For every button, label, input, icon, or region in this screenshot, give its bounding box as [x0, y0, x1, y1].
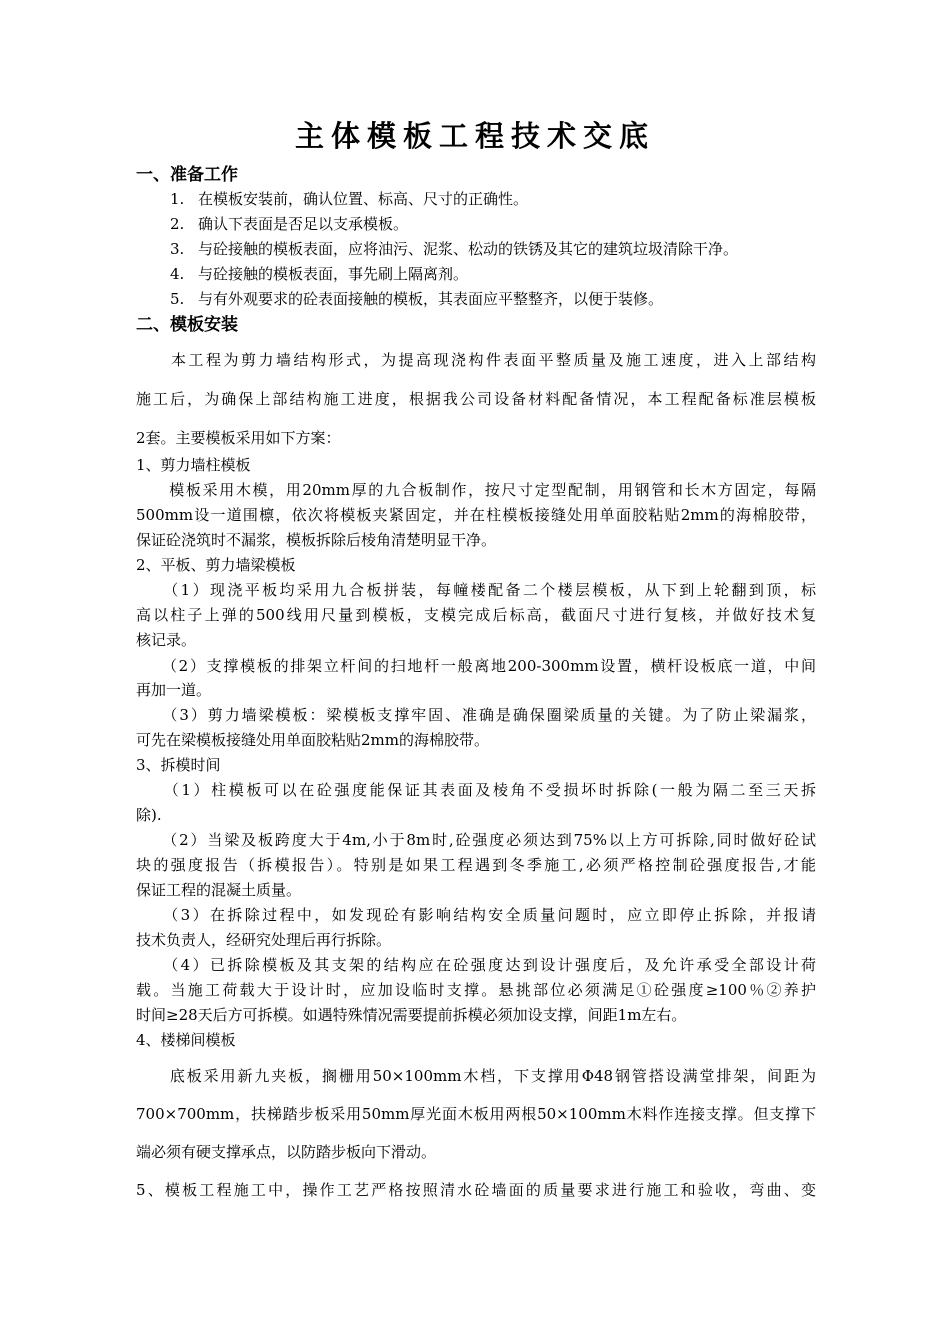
list-item-text: 确认下表面是否足以支承模板。 — [198, 215, 409, 233]
body-text-line: 载。当施工荷载大于设计时，应加设临时支撑。悬挑部位必须满足①砼强度≥100％②养护 — [136, 981, 816, 999]
page-title: 主体模板工程技术交底 — [294, 119, 655, 153]
list-item — [170, 264, 468, 284]
list-item-text: 与有外观要求的砼表面接触的模板，其表面应平整整齐，以便于装修。 — [198, 290, 664, 308]
list-item-number: 3. — [170, 240, 185, 258]
body-text-line: 保证工程的混凝土质量。 — [136, 881, 302, 899]
body-text-line: 保证砼浇筑时不漏浆，模板拆除后棱角清楚明显干净。 — [136, 531, 497, 549]
body-text-line: （2）当梁及板跨度大于4m,小于8m时,砼强度必须达到75%以上方可拆除,同时做好砼试 — [136, 831, 816, 849]
body-text-line: 端必须有硬支撑承点，以防踏步板向下滑动。 — [136, 1143, 437, 1161]
body-text-line: 施工后，为确保上部结构施工进度，根据我公司设备材料配备情况，本工程配备标准层模板 — [136, 390, 816, 408]
body-text-line: 再加一道。 — [136, 681, 212, 699]
body-text-line: 技术负责人，经研究处理后再行拆除。 — [136, 931, 392, 949]
body-text-line: 500mm设一道围檩，依次将模板夹紧固定，并在柱模板接缝处用单面胶粘贴2mm的海棉胶带， — [136, 506, 816, 524]
body-text-line: 700×700mm，扶梯踏步板采用50mm厚光面木板用两根50×100mm木料作连接支撑。但支撑下 — [136, 1105, 816, 1123]
body-text-line: 块的强度报告（拆模报告）。特别是如果工程遇到冬季施工,必须严格控制砼强度报告,才能 — [136, 856, 816, 874]
list-item-number: 2. — [170, 215, 185, 233]
body-text-line: 时间≥28天后方可拆模。如遇特殊情况需要提前拆模必须加设支撑，间距1m左右。 — [136, 1006, 687, 1024]
list-item-text: 与砼接触的模板表面，应将油污、泥浆、松动的铁锈及其它的建筑垃圾清除干净。 — [198, 240, 739, 258]
subsection-heading: 4、楼梯间模板 — [136, 1031, 236, 1049]
body-text-line: 除). — [136, 806, 162, 824]
list-item — [170, 239, 738, 259]
list-item-text: 在模板安装前，确认位置、标高、尺寸的正确性。 — [198, 190, 529, 208]
body-text-line: 模板采用木模，用20mm厚的九合板制作，按尺寸定型配制，用钢管和长木方固定，每隔 — [136, 481, 816, 499]
subsection-heading: 2、平板、剪力墙梁模板 — [136, 556, 296, 574]
body-text-line: （1）现浇平板均采用九合板拼装，每幢楼配备二个楼层模板，从下到上轮翻到顶，标 — [136, 581, 816, 599]
body-text-line: （3）剪力墙梁模板：梁模板支撑牢固、准确是确保圈梁质量的关键。为了防止梁漏浆， — [136, 706, 816, 724]
list-item — [170, 214, 408, 234]
subsection-heading: 3、拆模时间 — [136, 756, 221, 774]
body-text-line: 本工程为剪力墙结构形式，为提高现浇构件表面平整质量及施工速度，进入上部结构 — [136, 351, 816, 369]
list-item-number: 5. — [170, 290, 185, 308]
body-text-line: （2）支撑模板的排架立杆间的扫地杆一般离地200-300mm设置，横杆设板底一道，中间 — [136, 657, 816, 675]
section-heading-preparation: 一、准备工作 — [136, 165, 238, 185]
body-text-line: （1）柱模板可以在砼强度能保证其表面及棱角不受损坏时拆除(一般为隔二至三天拆 — [136, 781, 816, 799]
list-item-text: 与砼接触的模板表面，事先刷上隔离剂。 — [198, 265, 469, 283]
list-item-number: 1. — [170, 190, 185, 208]
body-text-line: 5、模板工程施工中，操作工艺严格按照清水砼墙面的质量要求进行施工和验收，弯曲、变 — [136, 1181, 816, 1199]
subsection-heading: 1、剪力墙柱模板 — [136, 456, 251, 474]
section-heading-installation: 二、模板安装 — [136, 315, 238, 335]
body-text-line: 核记录。 — [136, 631, 197, 649]
body-text-line: 底板采用新九夹板，搁栅用50×100mm木档，下支撑用Φ48钢管搭设满堂排架，间距为 — [136, 1067, 816, 1085]
body-text-line: 高以柱子上弹的500线用尺量到模板，支模完成后标高，截面尺寸进行复核，并做好技术复 — [136, 606, 816, 624]
body-text-line: （4）已拆除模板及其支架的结构应在砼强度达到设计强度后，及允许承受全部设计荷 — [136, 956, 816, 974]
body-text-line: 2套。主要模板采用如下方案： — [136, 429, 341, 447]
list-item-number: 4. — [170, 265, 185, 283]
body-text-line: 可先在梁模板接缝处用单面胶粘贴2mm的海棉胶带。 — [136, 731, 489, 749]
list-item — [170, 189, 528, 209]
list-item — [170, 289, 663, 309]
body-text-line: （3）在拆除过程中，如发现砼有影响结构安全质量问题时，应立即停止拆除，并报请 — [136, 906, 816, 924]
